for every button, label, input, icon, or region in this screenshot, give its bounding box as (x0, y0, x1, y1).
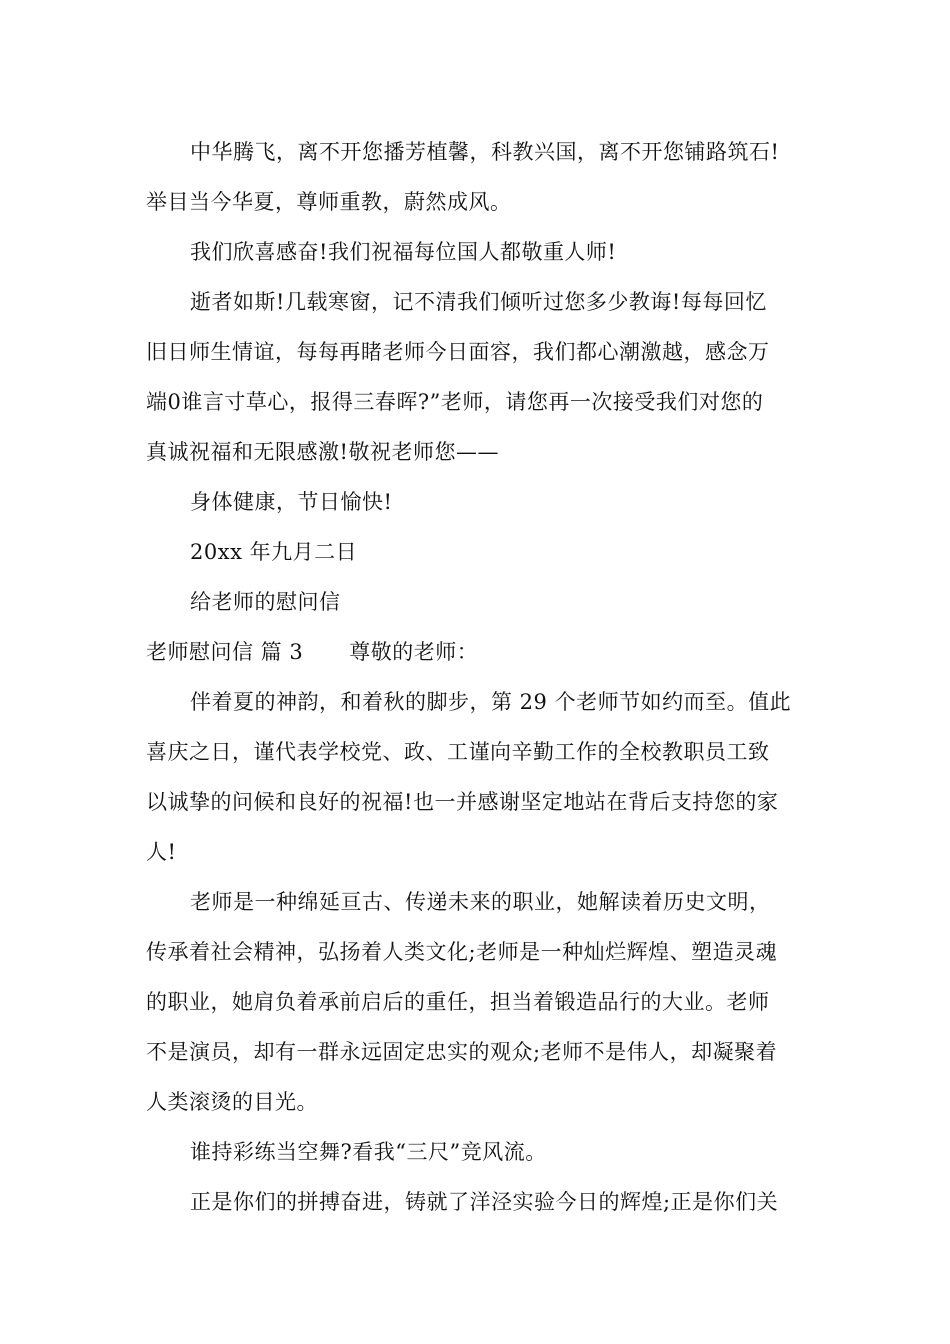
text-line: 喜庆之日，谨代表学校党、政、工谨向辛勤工作的全校教职员工致 (146, 740, 770, 764)
text-line: 以诚挚的问候和良好的祝福!也一并感谢坚定地站在背后支持您的家 (146, 790, 779, 814)
text-line: 的职业，她肩负着承前启后的重任，担当着锻造品行的大业。老师 (146, 990, 770, 1014)
section-heading-line (146, 638, 478, 666)
text-line: 真诚祝福和无限感激!敬祝老师您—— (146, 440, 499, 464)
text-line: 人类滚烫的目光。 (146, 1090, 318, 1114)
text-line: 中华腾飞，离不开您播芳植馨，科教兴国，离不开您铺路筑石! (190, 140, 780, 164)
text-line: 身体健康，节日愉快! (190, 490, 393, 514)
text-line: 人! (146, 840, 177, 864)
text-line: 伴着夏的神韵，和着秋的脚步，第 29 个老师节如约而至。值此 (190, 690, 792, 714)
text-line: 端0谁言寸草心，报得三春晖?”老师，请您再一次接受我们对您的 (146, 390, 764, 414)
text-line: 逝者如斯!几载寒窗，记不清我们倾听过您多少教诲!每每回忆 (190, 290, 767, 314)
text-line: 我们欣喜感奋!我们祝福每位国人都敬重人师! (190, 240, 617, 264)
text-line: 旧日师生情谊，每每再睹老师今日面容，我们都心潮激越，感念万 (146, 340, 770, 364)
heading-line: 给老师的慰问信 (190, 590, 341, 614)
text-line: 正是你们的拼搏奋进，铸就了洋泾实验今日的辉煌;正是你们关 (190, 1190, 779, 1214)
date-line: 20xx 年九月二日 (190, 540, 358, 564)
text-line: 谁持彩练当空舞?看我“三尺”竞风流。 (190, 1140, 547, 1164)
text-line: 传承着社会精神，弘扬着人类文化;老师是一种灿烂辉煌、塑造灵魂 (146, 940, 778, 964)
text-line: 老师是一种绵延亘古、传递未来的职业，她解读着历史文明， (190, 890, 771, 914)
text-line: 不是演员，却有一群永远固定忠实的观众;老师不是伟人，却凝聚着 (146, 1040, 778, 1064)
section-title: 老师慰问信 篇 3 (146, 640, 304, 664)
salutation: 尊敬的老师： (349, 640, 479, 664)
text-line: 举目当今华夏，尊师重教，蔚然成风。 (146, 190, 512, 214)
